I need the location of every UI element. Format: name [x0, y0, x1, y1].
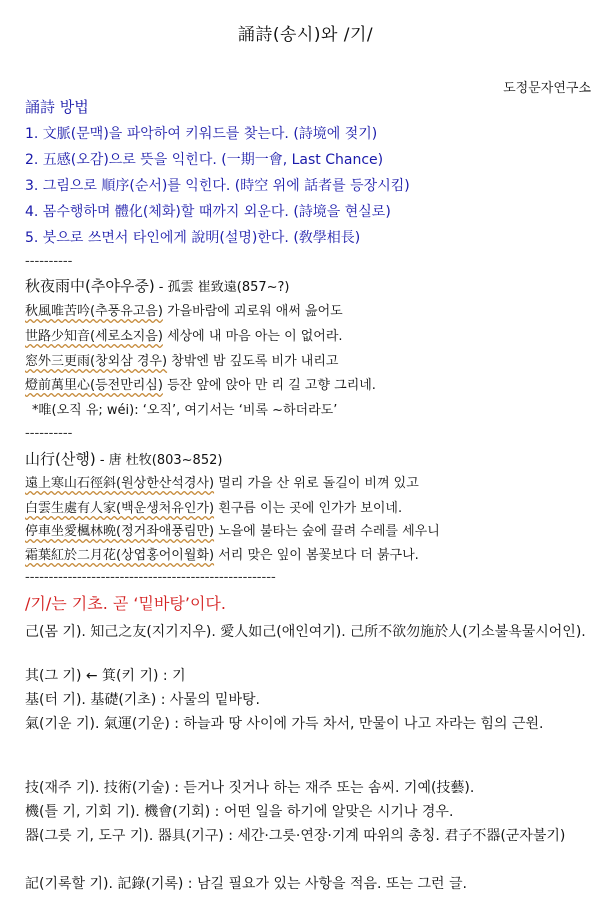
- method-item: 1. 文脈(문맥)을 파악하여 키워드를 찾는다. (詩境에 젖기): [25, 126, 378, 142]
- poem1-line: [25, 376, 376, 396]
- gi-entry: 技(재주 기). 技術(기술) : 듣거나 짓거나 하는 재주 또는 솜씨. 기예(技藝).: [25, 780, 475, 796]
- poem1-line-han: 世路少知音(세로소지음): [25, 329, 163, 344]
- poem2-line-han: 霜葉紅於二月花(상엽홍어이월화): [25, 548, 215, 563]
- poem1-header: [25, 276, 290, 298]
- poem1-line-han: 窓外三更雨(창외삼 경우): [25, 354, 168, 369]
- poem1-line: [25, 352, 338, 372]
- poem2-line-kor: 멀리 가을 산 위로 돌길이 비껴 있고: [214, 476, 419, 491]
- divider-long: -----------------------------------------------------: [25, 569, 276, 585]
- poem1-line-kor: 창밖엔 밤 깊도록 비가 내리고: [167, 354, 339, 369]
- poem1-title: 秋夜雨中(추야우중): [25, 277, 155, 295]
- poem1-line: [25, 302, 343, 322]
- poem2-author: - 唐 杜牧(803~852): [95, 453, 223, 468]
- gi-entry: 記(기록할 기). 記錄(기록) : 남길 필요가 있는 사항을 적음. 또는 그런 글.: [25, 876, 467, 892]
- poem2-line: [25, 522, 440, 542]
- divider: ----------: [25, 425, 73, 441]
- poem2-line-kor: 서리 맞은 잎이 봄꽃보다 더 붉구나.: [214, 548, 419, 563]
- author-label: 도정문자연구소: [503, 81, 591, 96]
- poem1-author: - 孤雲 崔致遠(857~?): [154, 280, 290, 295]
- poem2-line-han: 停車坐愛楓林晩(정거좌애풍림만): [25, 524, 215, 539]
- gi-heading: /기/는 기초. 곧 ‘밑바탕’이다.: [25, 594, 226, 613]
- poem2-line-han: 遠上寒山石徑斜(원상한산석경사): [25, 476, 215, 491]
- method-item: 3. 그림으로 順序(순서)를 익힌다. (時空 위에 話者를 등장시킴): [25, 178, 410, 194]
- poem1-line-kor: 세상에 내 마음 아는 이 없어라.: [162, 329, 343, 344]
- method-item: 5. 붓으로 쓰면서 타인에게 說明(설명)한다. (敎學相長): [25, 230, 361, 246]
- gi-entry: 其(그 기) ← 箕(키 기) : 기: [25, 668, 186, 684]
- poem1-line-kor: 가을바람에 괴로워 애써 읊어도: [162, 304, 343, 319]
- poem1-note: *唯(오직 유; wéi): ‘오직’, 여기서는 ‘비록 ~하더라도’: [32, 403, 338, 418]
- poem1-line: [25, 327, 343, 347]
- gi-entry: 己(몸 기). 知己之友(지기지우). 愛人如己(애인여기). 己所不欲勿施於人(기소불욕물시어인).: [25, 624, 586, 640]
- gi-entry: 氣(기운 기). 氣運(기운) : 하늘과 땅 사이에 가득 차서, 만물이 나고 자라는 힘의 근원.: [25, 716, 544, 732]
- method-item: 2. 五感(오감)으로 뜻을 익힌다. (一期一會, Last Chance): [25, 152, 384, 168]
- gi-entry: 器(그릇 기, 도구 기). 器具(기구) : 세간·그릇·연장·기계 따위의 총칭. 君子不器(군자불기): [25, 828, 566, 844]
- poem1-line-kor: 등잔 앞에 앉아 만 리 길 고향 그리네.: [162, 378, 376, 393]
- poem2-line: [25, 546, 419, 566]
- gi-entry: 基(터 기). 基礎(기초) : 사물의 밑바탕.: [25, 692, 260, 708]
- gi-entry: 機(틀 기, 기회 기). 機會(기회) : 어떤 일을 하기에 알맞은 시기나 경우.: [25, 804, 454, 820]
- poem1-line-han: 燈前萬里心(등전만리심): [25, 378, 163, 393]
- method-heading: 誦詩 방법: [25, 98, 89, 116]
- poem2-line-han: 白雲生處有人家(백운생처유인가): [25, 501, 215, 516]
- page-title: 誦詩(송시)와 /기/: [237, 25, 374, 45]
- poem1-line-han: 秋風唯苦吟(추풍유고음): [25, 304, 163, 319]
- poem2-line-kor: 흰구름 이는 곳에 인가가 보이네.: [214, 501, 403, 516]
- divider: ----------: [25, 253, 73, 269]
- poem2-line: [25, 474, 419, 494]
- poem2-line: [25, 499, 402, 519]
- poem2-header: [25, 449, 222, 471]
- poem2-title: 山行(산행): [25, 450, 96, 468]
- method-item: 4. 몸수행하며 體化(체화)할 때까지 외운다. (詩境을 현실로): [25, 204, 391, 220]
- poem2-line-kor: 노을에 불타는 숲에 끌려 수레를 세우니: [214, 524, 440, 539]
